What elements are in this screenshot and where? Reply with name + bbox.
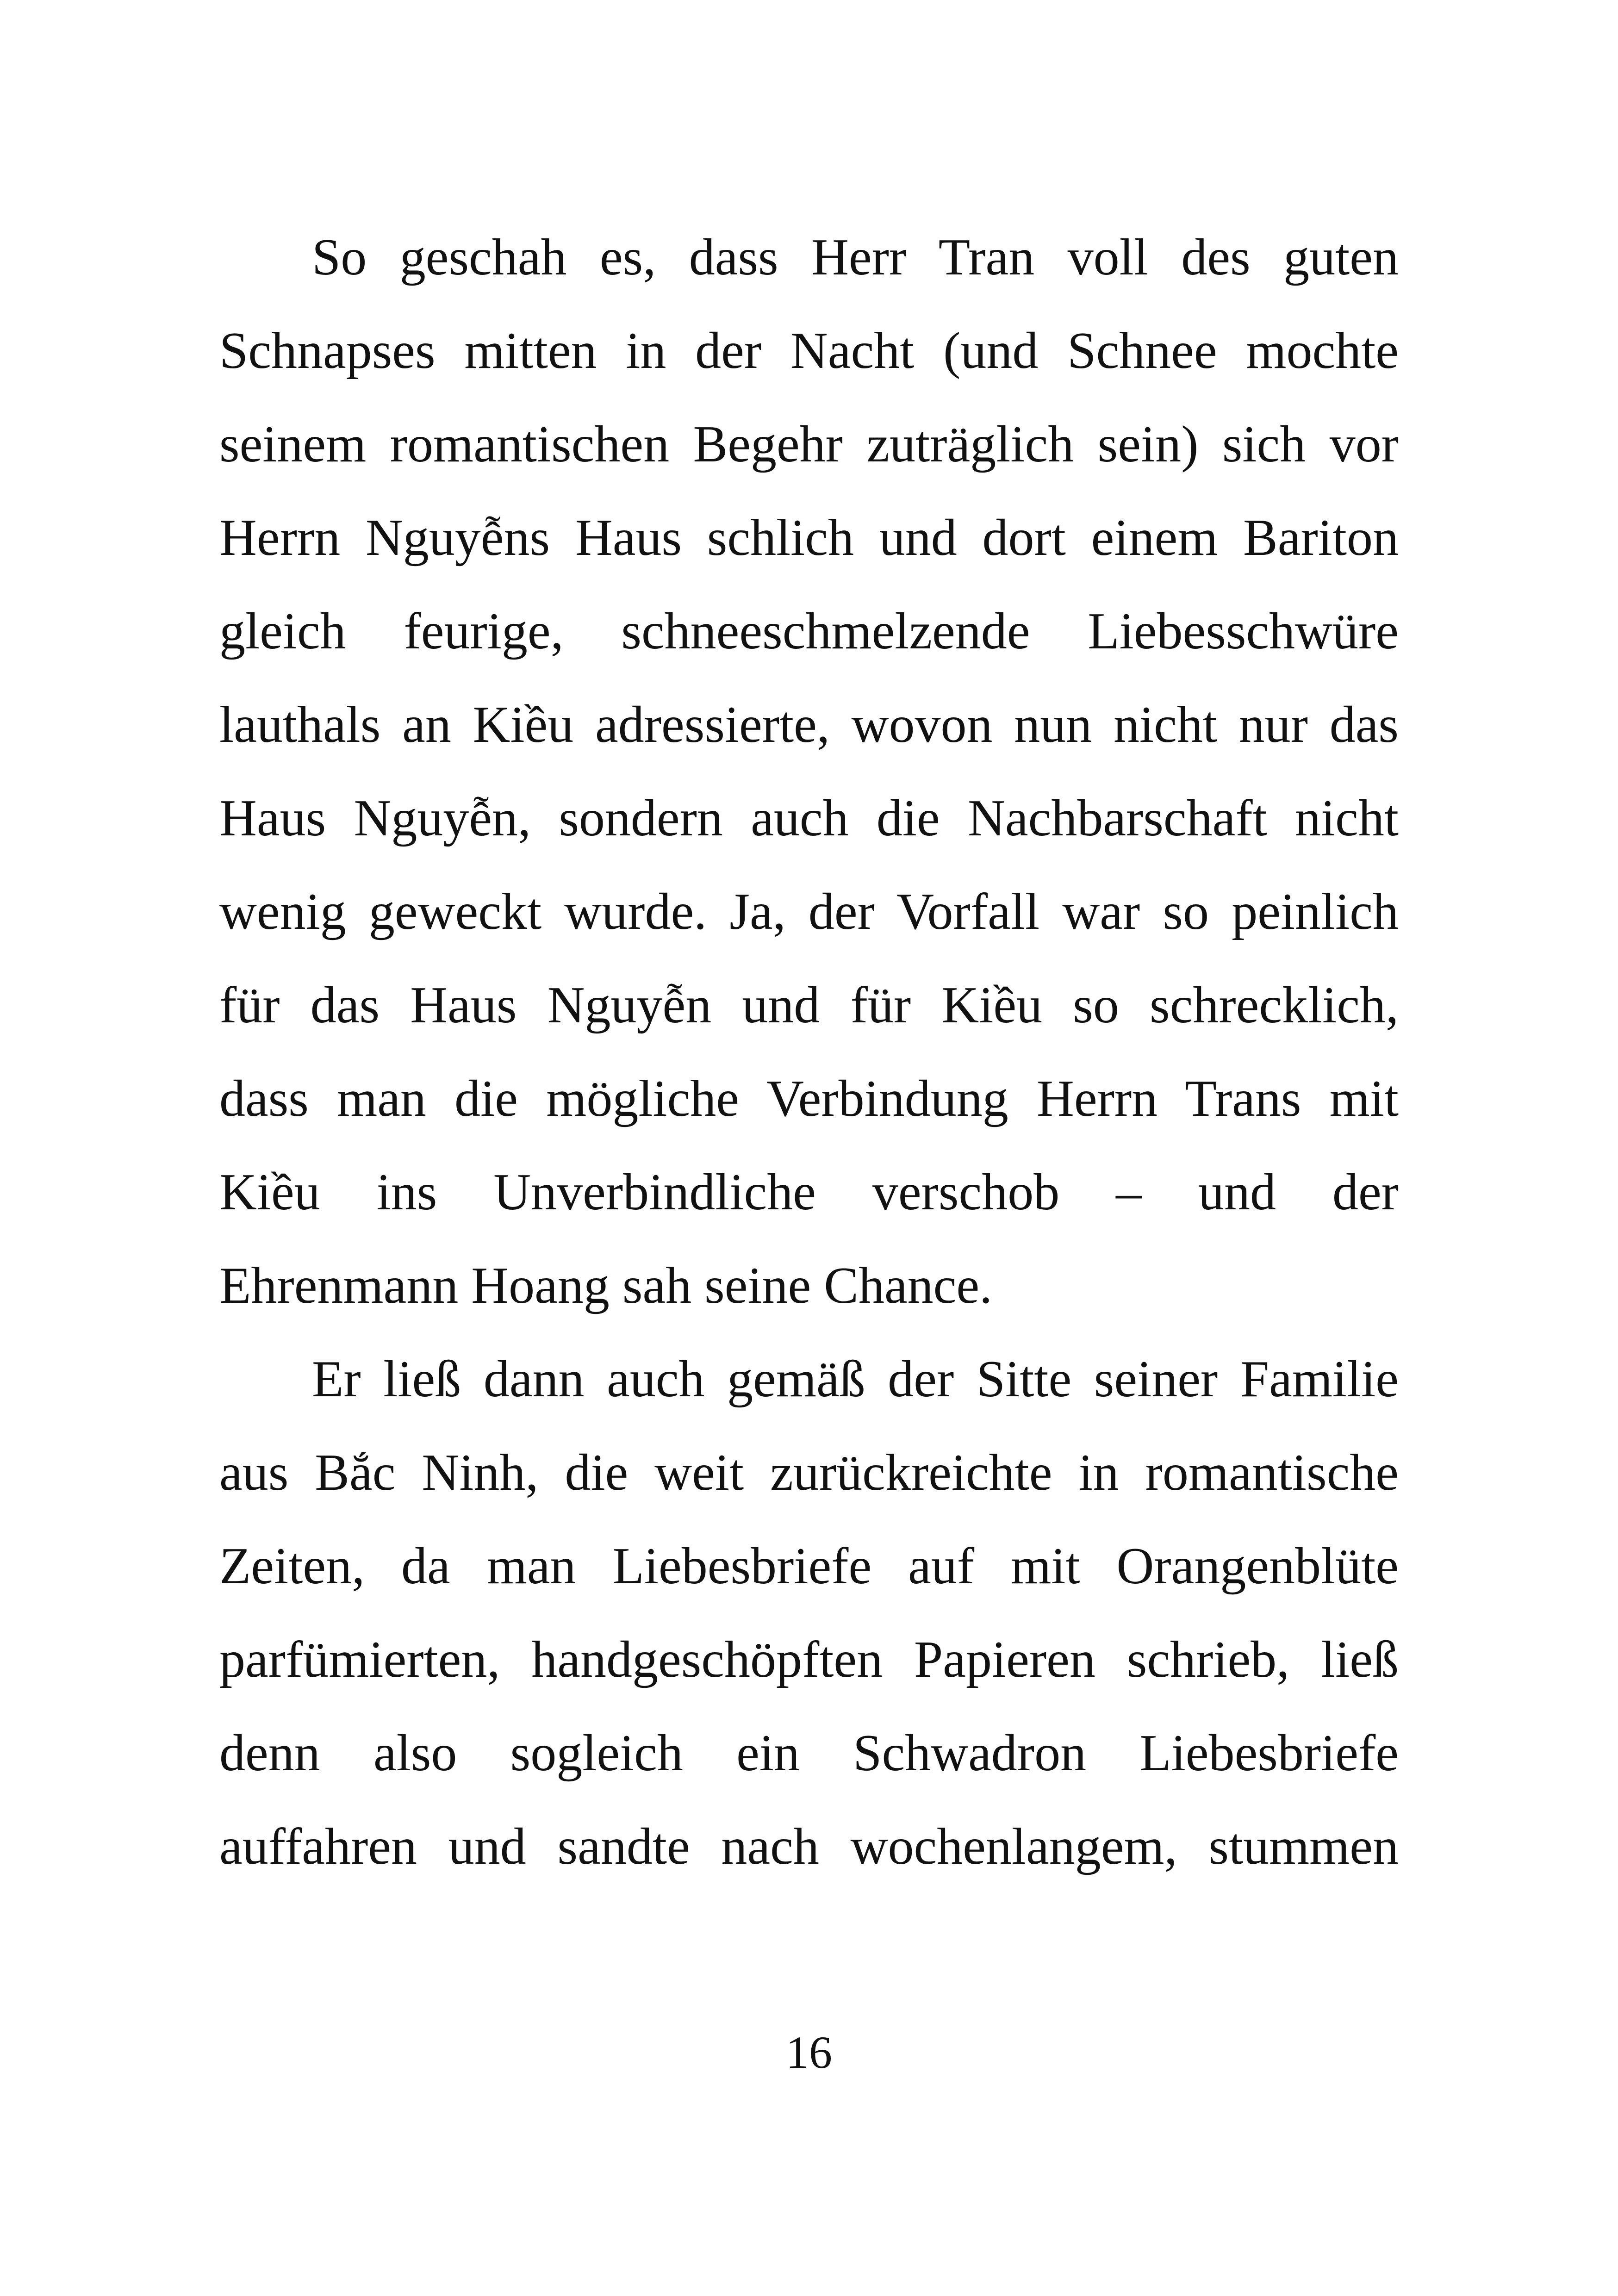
text-line: seinem romantischen Begehr zuträglich sein) sich vor — [219, 416, 1399, 473]
text-line: denn also sogleich ein Schwadron Liebesbriefe — [219, 1724, 1399, 1782]
page-number: 16 — [786, 2027, 832, 2078]
text-line: Kiều ins Unverbindliche verschob – und der — [219, 1164, 1399, 1221]
paragraph-1 — [219, 211, 1399, 1332]
text-line: gleich feurige, schneeschmelzende Liebesschwüre — [219, 603, 1399, 660]
text-line: aus Bắc Ninh, die weit zurückreichte in romantische — [219, 1444, 1399, 1501]
text-line: parfümierten, handgeschöpften Papieren schrieb, ließ — [219, 1631, 1399, 1688]
text-line: auffahren und sandte nach wochenlangem, stummen — [219, 1818, 1399, 1875]
text-line: für das Haus Nguyễn und für Kiều so schrecklich, — [219, 977, 1399, 1034]
text-line: Herrn Nguyễns Haus schlich und dort einem Bariton — [219, 509, 1399, 566]
paragraph-2 — [219, 1332, 1399, 1893]
text-line: Haus Nguyễn, sondern auch die Nachbarschaft nicht — [219, 790, 1399, 847]
text-line: So geschah es, dass Herr Tran voll des guten — [312, 229, 1399, 286]
text-line: Er ließ dann auch gemäß der Sitte seiner Familie — [312, 1350, 1399, 1408]
body-text — [219, 211, 1399, 1893]
text-line: Zeiten, da man Liebesbriefe auf mit Orangenblüte — [219, 1537, 1399, 1595]
text-line: lauthals an Kiều adressierte, wovon nun nicht nur das — [219, 696, 1399, 753]
text-line: dass man die mögliche Verbindung Herrn Trans mit — [219, 1070, 1399, 1127]
text-line: Ehrenmann Hoang sah seine Chance. — [219, 1257, 993, 1314]
text-line: wenig geweckt wurde. Ja, der Vorfall war so peinlich — [219, 883, 1399, 940]
text-line: Schnapses mitten in der Nacht (und Schnee mochte — [219, 322, 1399, 380]
